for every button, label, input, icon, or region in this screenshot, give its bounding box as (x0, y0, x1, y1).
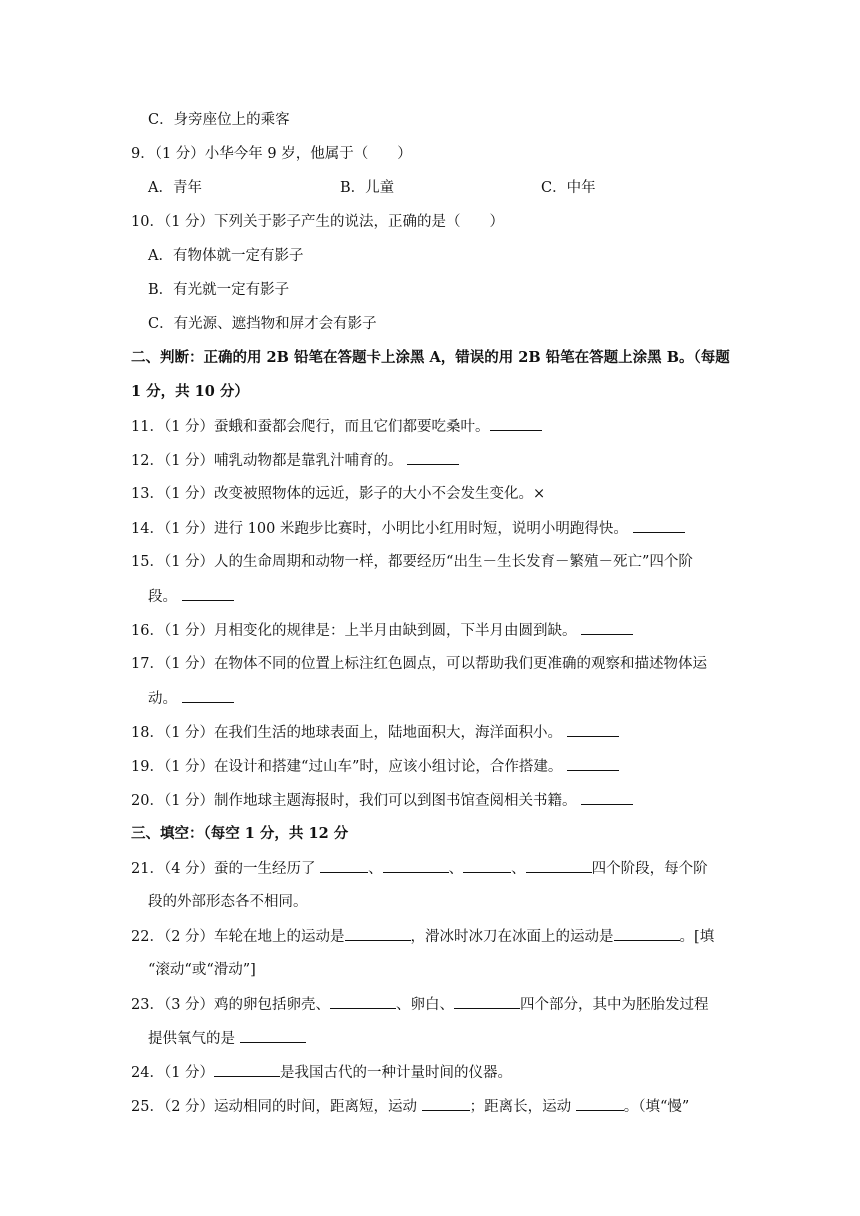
q21-line2: 段的外部形态各不相同。 (148, 894, 308, 910)
q13: 13．（1 分）改变被照物体的远近，影子的大小不会发生变化。× (131, 486, 546, 502)
q14-text: 14．（1 分）进行 100 米跑步比赛时，小明比小红用时短，说明小明跑得快。 (131, 521, 628, 537)
q17-text-end: 动。 (148, 691, 177, 707)
q25-mid: ；距离长，运动 (469, 1099, 576, 1115)
q21-suffix: 四个阶段，每个阶 (591, 861, 708, 877)
q21-sep-3: 、 (511, 861, 526, 877)
q23-blank-3[interactable] (240, 1028, 306, 1043)
q18-text: 18．（1 分）在我们生活的地球表面上，陆地面积大，海洋面积小。 (131, 725, 563, 741)
q21-sep-1: 、 (368, 861, 383, 877)
q19-text: 19．（1 分）在设计和搭建“过山车”时，应该小组讨论，合作搭建。 (131, 759, 563, 775)
q23-blank-1[interactable] (330, 994, 396, 1009)
q10-stem: 10．（1 分）下列关于影子产生的说法，正确的是（ ） (131, 214, 505, 230)
q18 (131, 722, 619, 743)
q10-option-a: A．有物体就一定有影子 (148, 248, 304, 264)
q23-mid: 、卵白、 (396, 997, 455, 1013)
q25 (131, 1096, 689, 1117)
q21-prefix: 21．（4 分）蚕的一生经历了 (131, 861, 321, 877)
q11 (131, 416, 542, 437)
q12-text: 12．（1 分）哺乳动物都是靠乳汁哺育的。 (131, 453, 403, 469)
q22-mid: ，滑冰时冰刀在冰面上的运动是 (410, 929, 614, 945)
q24-suffix: 是我国古代的一种计量时间的仪器。 (280, 1065, 513, 1081)
q23-prefix: 23．（3 分）鸡的卵包括卵壳、 (131, 997, 331, 1013)
q18-answer-blank[interactable] (567, 722, 619, 737)
q16 (131, 620, 633, 641)
q9-option-a: A．青年 (148, 180, 202, 196)
q23-line2 (148, 1028, 306, 1049)
q21-blank-2[interactable] (383, 858, 449, 873)
q17-line2 (148, 688, 234, 709)
q15-line1: 15．（1 分）人的生命周期和动物一样，都要经历“出生－生长发育－繁殖－死亡”四个阶 (131, 554, 693, 570)
q22-suffix: 。[填 (679, 929, 715, 945)
q8-option-c: C．身旁座位上的乘客 (148, 112, 290, 128)
q23-suffix: 四个部分，其中为胚胎发过程 (520, 997, 709, 1013)
q21-line1 (131, 858, 708, 879)
q16-text: 16．（1 分）月相变化的规律是：上半月由缺到圆，下半月由圆到缺。 (131, 623, 577, 639)
q25-blank-1[interactable] (422, 1096, 470, 1111)
q24-prefix: 24．（1 分） (131, 1065, 215, 1081)
q20-text: 20．（1 分）制作地球主题海报时，我们可以到图书馆查阅相关书籍。 (131, 793, 577, 809)
q11-answer-blank[interactable] (490, 416, 542, 431)
q23-line1 (131, 994, 709, 1015)
q22-blank-1[interactable] (345, 926, 411, 941)
section2-heading-line1: 二、判断：正确的用 2B 铅笔在答题卡上涂黑 A，错误的用 2B 铅笔在答题上涂黑 B。（每题 (131, 349, 730, 366)
q14-answer-blank[interactable] (633, 518, 685, 533)
q20 (131, 790, 633, 811)
q22-blank-2[interactable] (614, 926, 680, 941)
q24-blank[interactable] (214, 1062, 280, 1077)
q21-blank-3[interactable] (463, 858, 511, 873)
q12 (131, 450, 459, 471)
q22-line2: “滚动“或“滑动”] (148, 962, 256, 978)
q9-option-c: C．中年 (541, 180, 596, 196)
q10-option-b: B．有光就一定有影子 (148, 282, 290, 298)
q17-line1: 17．（1 分）在物体不同的位置上标注红色圆点，可以帮助我们更准确的观察和描述物体运 (131, 656, 708, 672)
q24 (131, 1062, 512, 1083)
section2-heading-line2: 1 分，共 10 分） (131, 383, 249, 400)
q15-text-end: 段。 (148, 589, 177, 605)
q25-prefix: 25．（2 分）运动相同的时间，距离短，运动 (131, 1099, 422, 1115)
q21-sep-2: 、 (448, 861, 464, 877)
q17-answer-blank[interactable] (182, 688, 234, 703)
q22-prefix: 22．（2 分）车轮在地上的运动是 (131, 929, 345, 945)
q21-blank-1[interactable] (320, 858, 368, 873)
q11-text: 11．（1 分）蚕蛾和蚕都会爬行，而且它们都要吃桑叶。 (131, 419, 490, 435)
q9-stem: 9．（1 分）小华今年 9 岁，他属于（ ） (131, 146, 412, 162)
q25-suffix: 。（填“慢” (623, 1099, 690, 1115)
q10-option-c: C．有光源、遮挡物和屏才会有影子 (148, 316, 377, 332)
section3-heading: 三、填空：（每空 1 分，共 12 分 (131, 825, 349, 842)
q12-answer-blank[interactable] (407, 450, 459, 465)
q25-blank-2[interactable] (576, 1096, 624, 1111)
q21-blank-4[interactable] (526, 858, 592, 873)
q20-answer-blank[interactable] (581, 790, 633, 805)
q19 (131, 756, 619, 777)
q9-option-b: B．儿童 (340, 180, 395, 196)
q23-blank-2[interactable] (454, 994, 520, 1009)
q16-answer-blank[interactable] (581, 620, 633, 635)
q15-answer-blank[interactable] (182, 586, 234, 601)
q22-line1 (131, 926, 714, 947)
q14 (131, 518, 685, 539)
q23-line2-text: 提供氧气的是 (148, 1031, 240, 1047)
q15-line2 (148, 586, 234, 607)
q19-answer-blank[interactable] (567, 756, 619, 771)
